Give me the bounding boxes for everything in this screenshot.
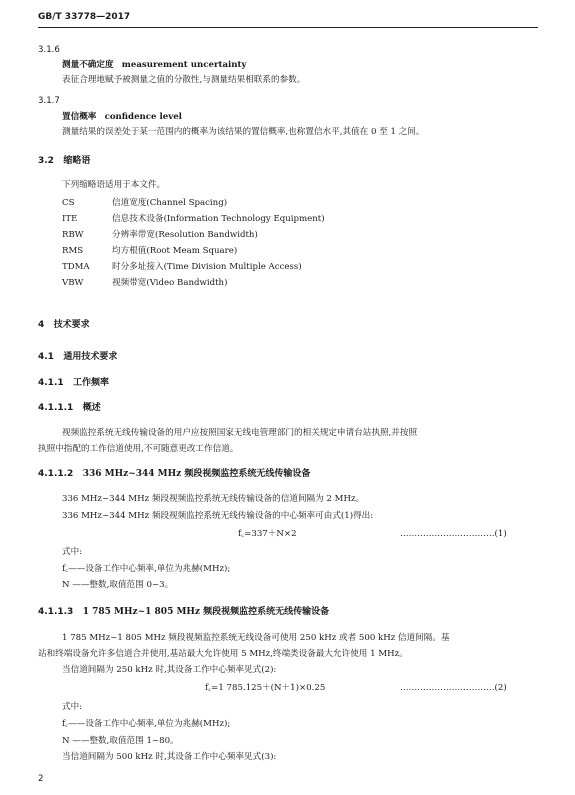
definition-3-1-7: 测量结果的误差处于某一范围内的概率为该结果的置信概率,也称置信水平,其值在 0 至 1 之间。 [62, 127, 425, 137]
section-4-1-1-1-heading [38, 403, 101, 414]
term-zh: 测量不确定度 [62, 60, 114, 70]
where-label-2: 式中: [62, 702, 83, 712]
term-confidence-level [62, 112, 182, 123]
abbreviation-row [62, 230, 258, 241]
abbreviation-term: ITE [62, 214, 78, 224]
section-number: 4.1.1.2 [38, 469, 74, 479]
paragraph-4-1-1-3-line4: 当信道间隔为 500 kHz 时,其设备工作中心频率见式(3): [62, 752, 277, 762]
abbreviation-row [62, 214, 325, 225]
equation-2-number: ……………………………(2) [400, 683, 507, 693]
header-rule [38, 27, 538, 28]
chapter-title: 技术要求 [53, 320, 90, 330]
page-number: 2 [38, 774, 44, 784]
section-title: 336 MHz~344 MHz 频段视频监控系统无线传输设备 [82, 469, 311, 479]
abbreviation-row [62, 278, 227, 289]
equation-2: f꜀=1 785.125＋(N＋1)×0.25 [205, 683, 326, 693]
section-number: 4.1.1 [38, 378, 64, 388]
clause-number-3-1-6: 3.1.6 [38, 45, 60, 55]
abbreviation-description: 视频带宽(Video Bandwidth) [112, 278, 228, 288]
section-4-1-1-heading [38, 378, 109, 389]
clause-number-3-1-7: 3.1.7 [38, 96, 60, 106]
abbreviation-description: 分辨率带宽(Resolution Bandwidth) [112, 230, 258, 240]
abbreviation-term: CS [62, 198, 75, 208]
section-4-1-1-3-heading [38, 607, 329, 618]
where-item-n-1: N ——整数,取值范围 0~3。 [62, 580, 174, 590]
where-item-n-2: N ——整数,取值范围 1~80。 [62, 736, 179, 746]
paragraph-4-1-1-1-line2: 执照中指配的工作信道使用,不可随意更改工作信道。 [38, 444, 239, 454]
abbreviation-description: 均方根值(Root Meam Square) [112, 246, 238, 256]
term-measurement-uncertainty [62, 60, 247, 71]
where-label-1: 式中: [62, 547, 83, 557]
section-number: 3.2 [38, 156, 54, 166]
abbreviation-row [62, 246, 237, 257]
paragraph-4-1-1-2-line2: 336 MHz~344 MHz 频段视频监控系统无线传输设备的中心频率可由式(1)得出: [62, 511, 374, 521]
paragraph-4-1-1-1-line1: 视频监控系统无线传输设备的用户应按照国家无线电管理部门的相关规定申请台站执照,并按照 [62, 428, 418, 438]
chapter-number: 4 [38, 320, 45, 330]
definition-3-1-6: 表征合理地赋予被测量之值的分散性,与测量结果相联系的参数。 [62, 75, 306, 85]
abbreviation-term: TDMA [62, 262, 90, 272]
term-zh: 置信概率 [62, 112, 97, 122]
section-title: 1 785 MHz~1 805 MHz 频段视频监控系统无线传输设备 [82, 607, 330, 617]
paragraph-4-1-1-3-line1: 1 785 MHz~1 805 MHz 频段视频监控系统无线设备可使用 250 kHz 或者 500 kHz 信道间隔。基 [62, 633, 450, 643]
section-3-2-heading [38, 156, 90, 167]
equation-1-number: ……………………………(1) [400, 529, 507, 539]
paragraph-4-1-1-3-line2: 站和终端设备允许多信道合并使用,基站最大允许使用 5 MHz,终端类设备最大允许使用 1 MHz。 [38, 649, 408, 659]
section-title: 缩略语 [63, 156, 91, 166]
section-number: 4.1.1.3 [38, 607, 74, 617]
standard-number: GB/T 33778—2017 [38, 12, 131, 22]
term-en: measurement uncertainty [121, 60, 247, 70]
section-title: 概述 [82, 403, 101, 413]
abbreviation-term: RBW [62, 230, 84, 240]
abbreviation-description: 信息技术设备(Information Technology Equipment) [112, 214, 325, 224]
abbreviation-term: RMS [62, 246, 84, 256]
abbreviation-row [62, 198, 227, 209]
abbreviation-term: VBW [62, 278, 84, 288]
section-4-1-heading [38, 352, 117, 363]
abbreviation-description: 时分多址接入(Time Division Multiple Access) [112, 262, 302, 272]
abbreviation-description: 信道宽度(Channel Spacing) [112, 198, 228, 208]
equation-1: f꜀=337＋N×2 [238, 529, 297, 539]
section-title: 工作频率 [73, 378, 110, 388]
abbreviations-intro: 下列缩略语适用于本文件。 [62, 180, 166, 190]
chapter-4-heading [38, 320, 90, 331]
paragraph-4-1-1-3-line3: 当信道间隔为 250 kHz 时,其设备工作中心频率见式(2): [62, 665, 277, 675]
where-item-fc-2: f꜀——设备工作中心频率,单位为兆赫(MHz); [62, 719, 231, 729]
section-title: 通用技术要求 [63, 352, 118, 362]
paragraph-4-1-1-2-line1: 336 MHz~344 MHz 频段视频监控系统无线传输设备的信道间隔为 2 MHz。 [62, 494, 365, 504]
section-4-1-1-2-heading [38, 469, 310, 480]
section-number: 4.1.1.1 [38, 403, 74, 413]
abbreviation-row [62, 262, 302, 273]
where-item-fc-1: f꜀——设备工作中心频率,单位为兆赫(MHz); [62, 564, 231, 574]
term-en: confidence level [104, 112, 182, 122]
section-number: 4.1 [38, 352, 54, 362]
